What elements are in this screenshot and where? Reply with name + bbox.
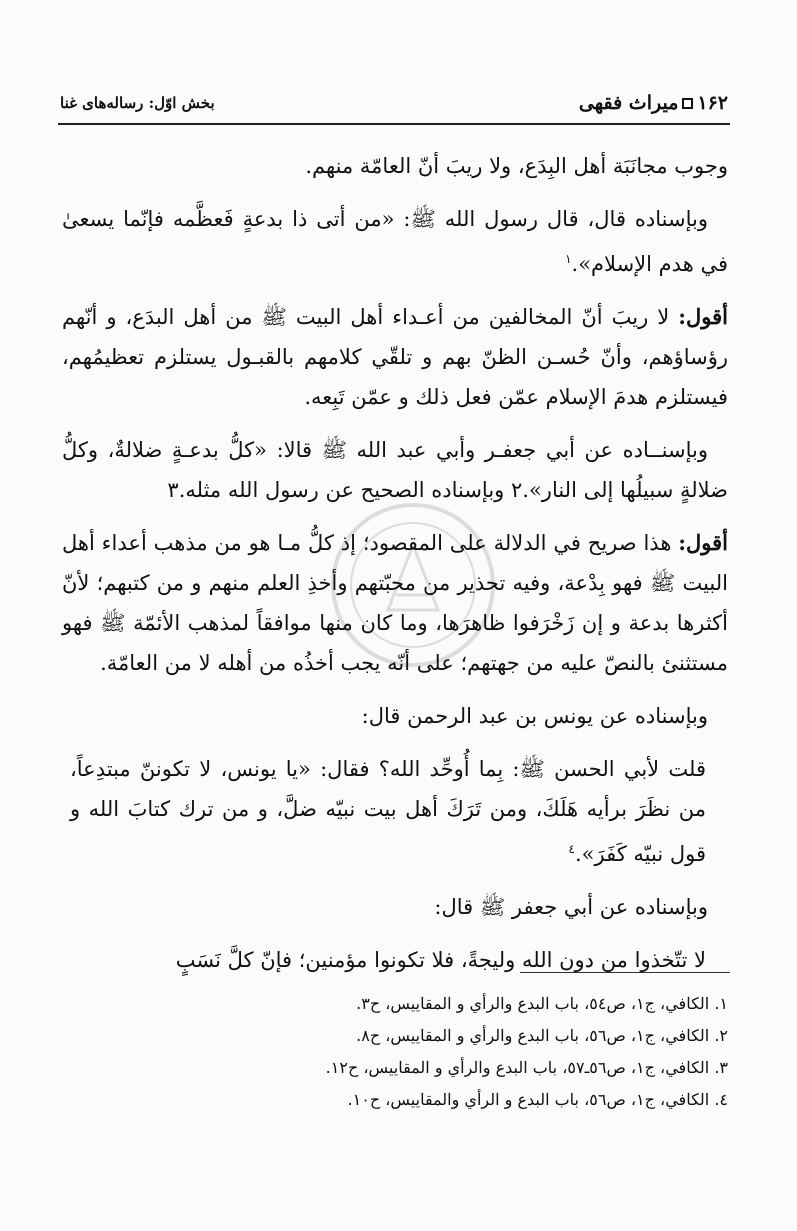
paragraph-3: [62, 297, 728, 417]
paragraph-text: وبإسناده عن أبي جعفر ﷺ قال:: [434, 895, 708, 919]
paragraph-text: وبإسناده عن يونس بن عبد الرحمن قال:: [361, 704, 708, 728]
header-divider: [58, 123, 730, 125]
page-number-block: [579, 92, 728, 114]
paragraph-text: هذا صريح في الدلالة على المقصود؛ إذ كلُّ مـا هو من مذهب أعداء أهل البيت ﷺ فهو بِدْعة، وفيه تحذير من محبّتهم وأخذِ العلم منهم و من كتبهم؛ لأنّ أكثرها بدعة و إن زَخْرَفوا ظاهرَها، وما كان منها موافقاً لمذهب الأئمّة ﷺ فهو مستثنئ بالنصّ عليه من جهتهم؛ على أنّه يجب أخذُه من أهله لا من العامّة.: [62, 531, 728, 675]
footnote-2: ٢. الكافي، ج١، ص٥٦، باب البدع والرأي و المقاييس، ح٨.: [356, 1026, 728, 1045]
footnote-ref[interactable]: ٤: [568, 842, 575, 856]
section-title: بخش اوّل: رسالەهای غنا: [60, 94, 215, 112]
running-header: [60, 86, 728, 120]
paragraph-text: وبإسنــاده عن أبي جعفـر وأبي عبد الله ﷺ قالا: «كلُّ بدعـةٍ ضلالةٌ، وكلُّ ضلالةٍ سبيلُها إلى النار».٢ وبإسناده الصحيح عن رسول الله مثله.٣: [62, 438, 728, 502]
paragraph-8: [62, 887, 728, 927]
paragraph-6: [62, 696, 728, 736]
main-text: [62, 146, 728, 993]
footnote-4: ٤. الكافي، ج١، ص٥٦، باب البدع و الرأي والمقاييس، ح١٠.: [347, 1090, 728, 1109]
paragraph-text: لا ريبَ أنّ المخالفين من أعـداء أهل البيت ﷺ من أهل البدَع، و أنّهم رؤساؤهم، وأنّ حُسـن الظنّ بهم و تلقّي كلامهم بالقبـول يستلزم تعظيمُهم، فيستلزم هدمَ الإسلام عمّن فعل ذلك و عمّن تَبِعه.: [62, 305, 728, 409]
aqul-label: أقول:: [678, 530, 728, 555]
paragraph-text: لا تتّخذوا من دون الله وليجةً، فلا تكونوا مؤمنين؛ فإنّ كلَّ نَسَبٍ: [175, 948, 706, 972]
paragraph-text: وجوب مجانَبَة أهل البِدَع، ولا ريبَ أنّ العامّة منهم.: [305, 154, 728, 178]
footnote-3: ٣. الكافي، ج١، ص٥٦ـ٥٧، باب البدع والرأي و المقاييس، ح١٢.: [325, 1058, 728, 1077]
paragraph-7: [62, 749, 728, 874]
paragraph-2: [62, 199, 728, 284]
paragraph-text: قلت لأبي الحسن ﷺ: بِما أُوحِّد الله؟ فقال: «يا يونس، لا تكوننّ مبتدِعاً، من نظَرَ برأيه هَلَكَ، ومن تَرَكَ أهل بيت نبيّه ضلَّ، و من ترك كتابَ الله و قول نبيّه كَفَرَ».: [70, 757, 706, 866]
paragraph-5: [62, 523, 728, 683]
paragraph-text: وبإسناده قال، قال رسول الله ﷺ: «من أتى ذا بدعةٍ فَعظَّمه فإنّما يسعىٰ في هدم الإسلام».: [62, 207, 728, 276]
page-number: ١۶٢: [697, 92, 728, 114]
book-title: میراث فقهی: [578, 92, 679, 114]
paragraph-4: [62, 430, 728, 510]
paragraph-1: [62, 146, 728, 186]
aqul-label: أقول:: [678, 304, 728, 329]
footnote-1: ١. الكافي، ج١، ص٥٤، باب البدع والرأي و المقاييس، ح٣.: [356, 994, 728, 1013]
footnotes: [62, 988, 728, 1116]
square-ornament-icon: [682, 98, 693, 109]
paragraph-9: [62, 940, 728, 980]
footnote-ref[interactable]: ١: [565, 252, 572, 266]
footnote-divider: [520, 972, 730, 973]
